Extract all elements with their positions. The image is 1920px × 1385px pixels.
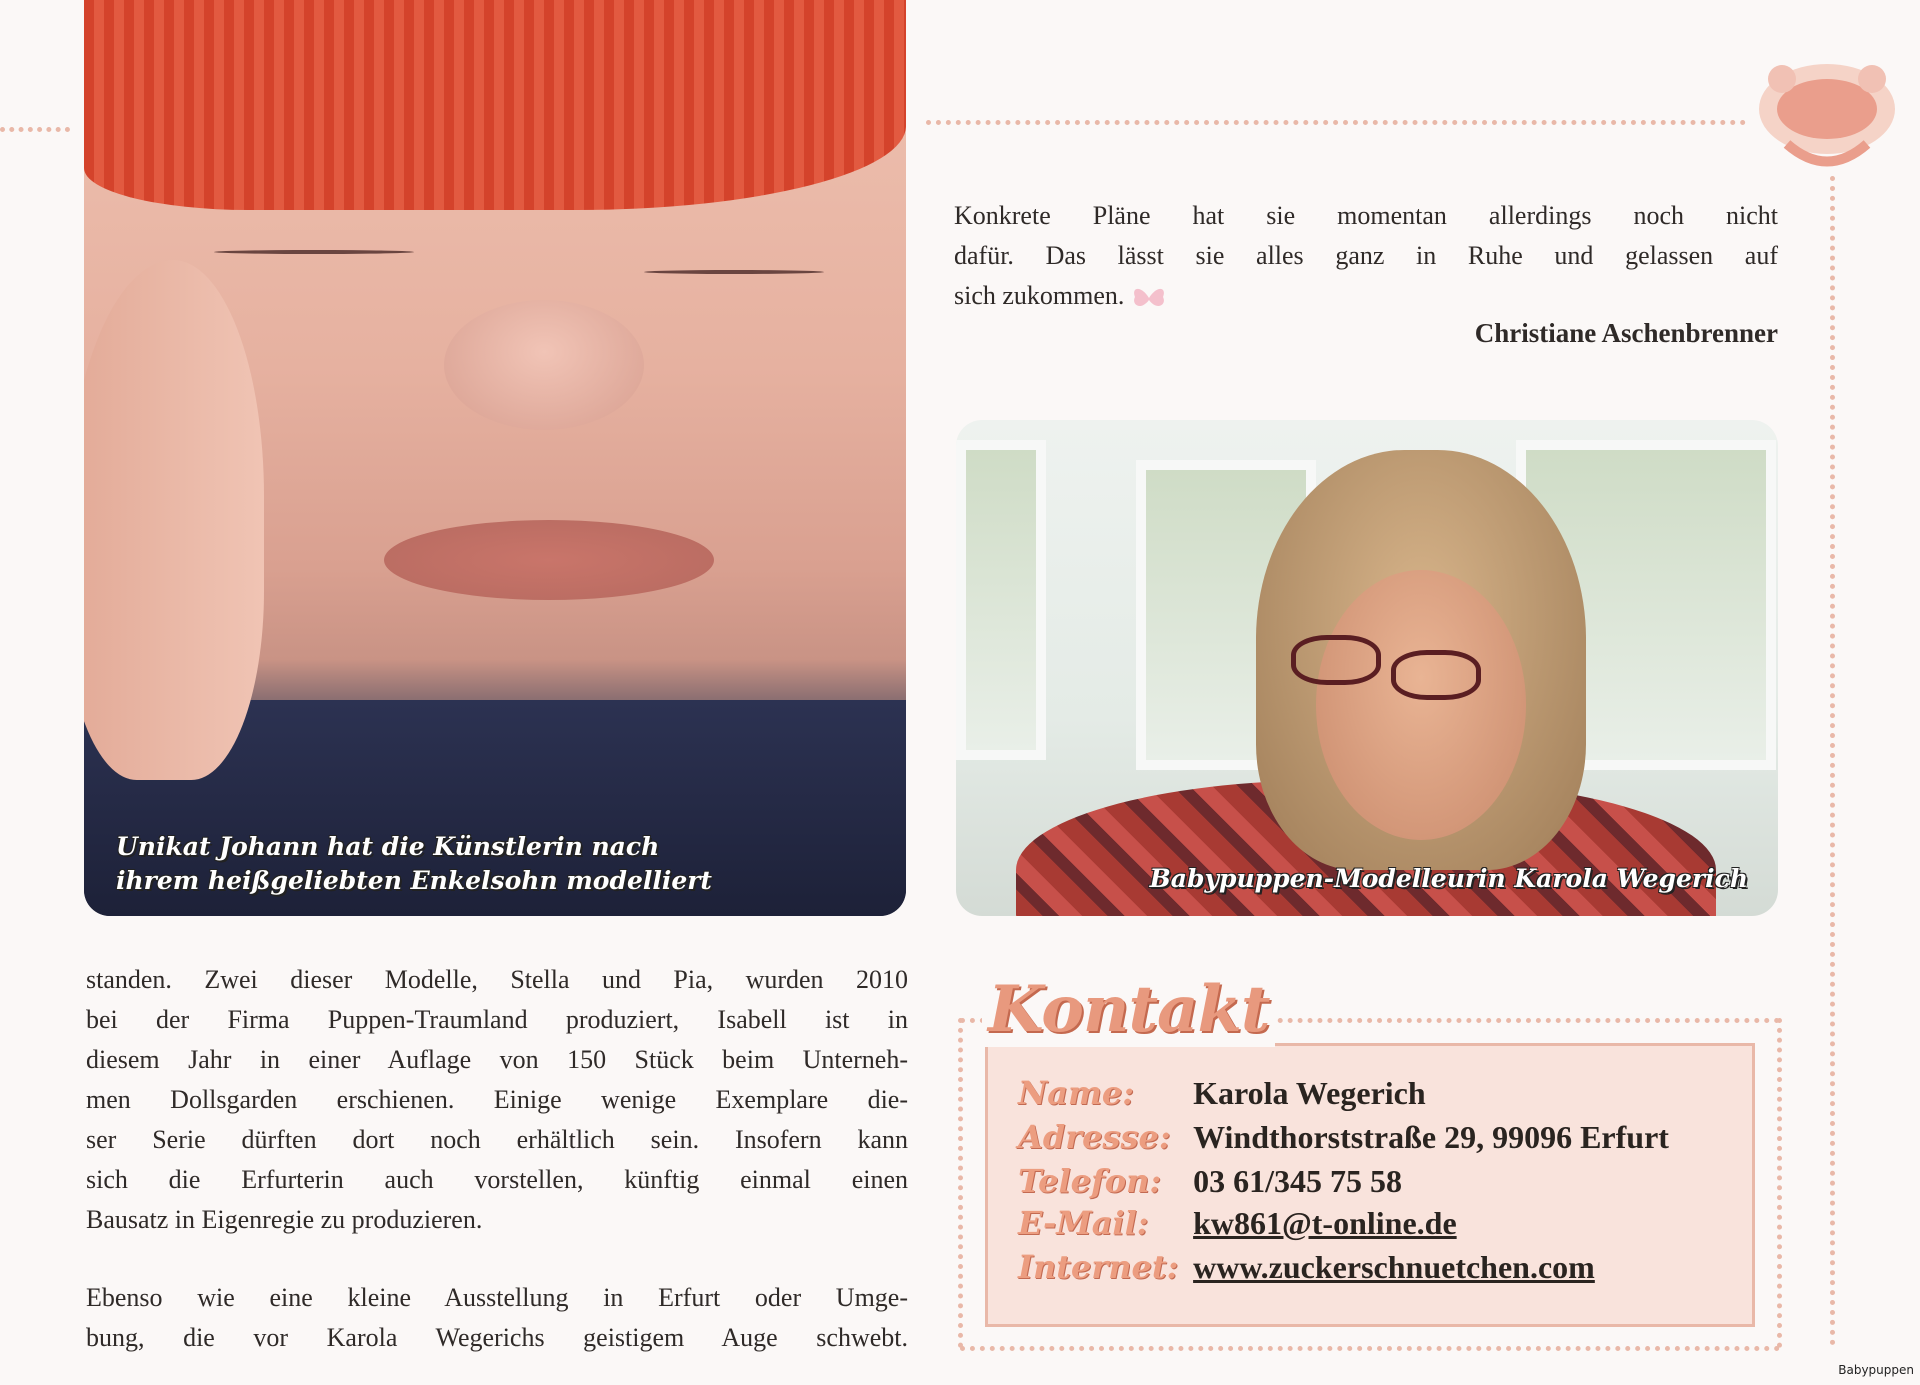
- kontakt-label-email: E-Mail:: [1018, 1204, 1149, 1242]
- article-para1-line5: ser Serie dürften dort noch erhältlich sein. Insofern kann: [86, 1125, 908, 1154]
- woman-photo: [956, 420, 1778, 916]
- kontakt-row-phone: [1018, 1162, 1402, 1204]
- kontakt-row-internet: [1018, 1248, 1595, 1290]
- top-dotted-rule-left: [0, 127, 70, 132]
- baby-photo: [84, 0, 906, 916]
- kontakt-box: [985, 1043, 1755, 1327]
- kontakt-label-name: Name:: [1018, 1074, 1135, 1112]
- kontakt-label-internet: Internet:: [1018, 1248, 1179, 1286]
- kontakt-row-name: [1018, 1074, 1426, 1116]
- kontakt-website-link[interactable]: www.zuckerschnuetchen.com: [1193, 1249, 1595, 1285]
- article-top-line3-text: sich zukommen.: [954, 281, 1125, 310]
- article-top-line3: [954, 276, 1778, 316]
- baby-eye-right: [644, 270, 824, 274]
- glasses-right-lens: [1391, 650, 1481, 700]
- kontakt-value-name: Karola Wegerich: [1193, 1075, 1426, 1111]
- kontakt-dotted-rule-left: [958, 1018, 963, 1348]
- kontakt-dotted-rule-right: [1777, 1018, 1782, 1348]
- article-author: Christiane Aschenbrenner: [1474, 318, 1778, 348]
- kontakt-row-address: [1018, 1118, 1669, 1160]
- article-para1-line6: sich die Erfurterin auch vorstellen, künftig einmal einen: [86, 1165, 908, 1194]
- woman-face: [1316, 570, 1526, 840]
- article-para2-line2: bung, die vor Karola Wegerichs geistigem Auge schwebt.: [86, 1323, 908, 1352]
- kontakt-label-address: Adresse:: [1018, 1118, 1171, 1156]
- top-dotted-rule-right: [926, 120, 1746, 125]
- article-para1-line3: diesem Jahr in einer Auflage von 150 Stück beim Unterneh-: [86, 1045, 908, 1074]
- baby-hand: [84, 260, 264, 780]
- right-dotted-rule: [1830, 176, 1835, 1346]
- kontakt-dotted-rule-bottom: [960, 1346, 1780, 1351]
- woman-photo-caption: Babypuppen-Modelleurin Karola Wegerich: [1149, 864, 1748, 893]
- article-para1-line1: standen. Zwei dieser Modelle, Stella und Pia, wurden 2010: [86, 965, 908, 994]
- article-top-line1: Konkrete Pläne hat sie momentan allerdings noch nicht: [954, 201, 1778, 230]
- article-para1-line2: bei der Firma Puppen-Traumland produziert, Isabell ist in: [86, 1005, 908, 1034]
- kontakt-title: Kontakt: [982, 972, 1275, 1047]
- baby-hat: [84, 0, 906, 210]
- article-para2-line1: Ebenso wie eine kleine Ausstellung in Erfurt oder Umge-: [86, 1283, 908, 1312]
- baby-nose: [444, 300, 644, 430]
- window-pane-left: [956, 440, 1046, 760]
- baby-photo-caption-line2: ihrem heißgeliebten Enkelsohn modelliert: [116, 866, 712, 895]
- article-para1-line4: men Dollsgarden erschienen. Einige wenige Exemplare die-: [86, 1085, 908, 1114]
- article-para1-line7: Bausatz in Eigenregie zu produzieren.: [86, 1205, 483, 1234]
- kontakt-value-phone: 03 61/345 75 58: [1193, 1163, 1402, 1199]
- baby-photo-caption-line1: Unikat Johann hat die Künstlerin nach: [116, 832, 660, 861]
- pacifier-icon: [1752, 54, 1902, 174]
- kontakt-row-email: [1018, 1204, 1457, 1246]
- watermark: Babypuppen: [1838, 1363, 1914, 1377]
- butterfly-icon: [1131, 285, 1167, 311]
- baby-eye-left: [214, 250, 414, 254]
- glasses-left-lens: [1291, 635, 1381, 685]
- baby-lips: [384, 520, 714, 600]
- kontakt-email-link[interactable]: kw861@t-online.de: [1193, 1205, 1457, 1241]
- kontakt-value-address: Windthorststraße 29, 99096 Erfurt: [1193, 1119, 1669, 1155]
- article-top-line2: dafür. Das lässt sie alles ganz in Ruhe und gelassen auf: [954, 241, 1778, 270]
- kontakt-label-phone: Telefon:: [1018, 1162, 1162, 1200]
